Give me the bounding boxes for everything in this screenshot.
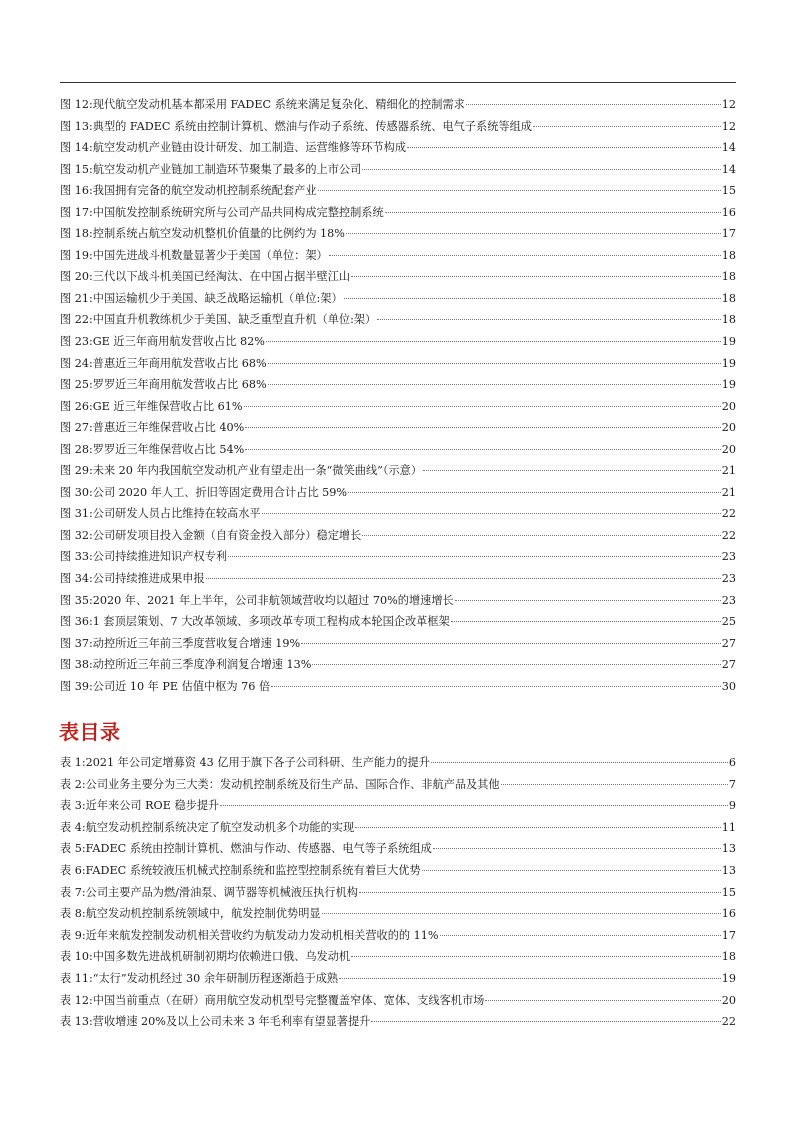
entry-label: 图 19: <box>60 248 93 262</box>
entry-title: 我国拥有完备的航空发动机控制系统配套产业 <box>92 184 317 198</box>
entry-page-number: 25 <box>721 615 736 629</box>
leader-dots <box>271 685 721 687</box>
table-entry[interactable] <box>60 990 736 1012</box>
leader-dots <box>431 761 728 763</box>
entry-page-number: 21 <box>721 485 736 499</box>
entry-page-number: 9 <box>728 799 736 813</box>
entry-label: 图 24: <box>60 356 93 370</box>
leader-dots <box>245 448 721 450</box>
entry-page-number: 19 <box>721 335 736 349</box>
entry-title: 航空发动机控制系统决定了航空发动机多个功能的实现 <box>85 820 355 834</box>
figure-entry[interactable] <box>60 116 736 138</box>
entry-label: 图 15: <box>60 162 93 176</box>
figure-entry[interactable] <box>60 525 736 547</box>
leader-dots <box>385 211 721 213</box>
entry-label: 图 14: <box>60 141 93 155</box>
figure-entry[interactable] <box>60 676 736 698</box>
entry-page-number: 17 <box>721 928 736 942</box>
entry-label: 图 18: <box>60 227 93 241</box>
entry-page-number: 6 <box>728 756 736 769</box>
entry-title: 动控所近三年前三季度净利润复合增速 13% <box>92 658 312 672</box>
leader-dots <box>407 146 721 148</box>
leader-dots <box>359 891 721 893</box>
leader-dots <box>371 1020 720 1022</box>
leader-dots <box>244 405 721 407</box>
entry-label: 表 9: <box>60 928 86 942</box>
leader-dots <box>485 999 720 1001</box>
entry-page-number: 18 <box>721 291 736 305</box>
entry-title: 公司持续推进成果申报 <box>92 572 205 586</box>
leader-dots <box>355 826 721 828</box>
figure-entry[interactable] <box>60 137 736 159</box>
entry-page-number: 11 <box>721 820 736 834</box>
entry-page-number: 20 <box>721 442 736 456</box>
figure-entry[interactable] <box>60 245 736 267</box>
entry-page-number: 18 <box>721 248 736 262</box>
entry-label: 表 12: <box>60 993 93 1007</box>
entry-page-number: 21 <box>721 464 736 478</box>
leader-dots <box>339 977 721 979</box>
entry-label: 表 8: <box>60 907 86 921</box>
entry-title: “太行”发动机经过 30 余年研制历程逐渐趋于成熟 <box>92 971 339 985</box>
figure-entry[interactable] <box>60 396 736 418</box>
entry-label: 图 32: <box>60 528 93 542</box>
leader-dots <box>501 783 728 785</box>
leader-dots <box>351 955 721 957</box>
entry-label: 图 17: <box>60 205 93 219</box>
leader-dots <box>422 869 721 871</box>
leader-dots <box>362 168 720 170</box>
entry-title: 罗罗近三年维保营收占比 54% <box>92 442 245 456</box>
entry-label: 图 25: <box>60 378 93 392</box>
entry-label: 表 13: <box>60 1015 93 1029</box>
entry-title: GE 近三年维保营收占比 61% <box>92 399 243 413</box>
entry-page-number: 16 <box>721 907 736 921</box>
entry-label: 图 33: <box>60 550 93 564</box>
entry-page-number: 16 <box>721 205 736 219</box>
entry-label: 图 23: <box>60 335 93 349</box>
entry-page-number: 27 <box>721 636 736 650</box>
entry-page-number: 18 <box>721 313 736 327</box>
figure-entry[interactable] <box>60 546 736 568</box>
leader-dots <box>262 512 721 514</box>
leader-dots <box>268 383 721 385</box>
entry-title: 近年来公司 ROE 稳步提升 <box>85 799 220 813</box>
entry-label: 图 31: <box>60 507 93 521</box>
entry-page-number: 19 <box>721 971 736 985</box>
leader-dots <box>362 534 720 536</box>
figure-entry[interactable] <box>60 374 736 396</box>
leader-dots <box>351 275 721 277</box>
entry-page-number: 20 <box>721 399 736 413</box>
entry-page-number: 20 <box>721 993 736 1007</box>
entry-page-number: 14 <box>721 162 736 176</box>
entry-label: 表 4: <box>60 820 86 834</box>
entry-title: 公司研发项目投入金额（自有资金投入部分）稳定增长 <box>92 528 362 542</box>
leader-dots <box>455 599 721 601</box>
figure-entry[interactable] <box>60 633 736 655</box>
entry-label: 图 12: <box>60 98 93 111</box>
entry-page-number: 12 <box>721 119 736 133</box>
leader-dots <box>348 491 721 493</box>
entry-page-number: 18 <box>721 950 736 964</box>
entry-label: 表 10: <box>60 950 93 964</box>
entry-page-number: 17 <box>721 227 736 241</box>
entry-title: 营收增速 20%及以上公司未来 3 年毛利率有望显著提升 <box>92 1015 371 1029</box>
entry-title: 罗罗近三年商用航发营收占比 68% <box>92 378 267 392</box>
entry-label: 图 35: <box>60 593 93 607</box>
entry-title: 控制系统占航空发动机整机价值量的比例约为 18% <box>92 227 345 241</box>
figure-entry[interactable] <box>60 309 736 331</box>
figure-entry[interactable] <box>60 223 736 245</box>
table-entry[interactable] <box>60 838 736 860</box>
figure-entry[interactable] <box>60 439 736 461</box>
entry-label: 图 29: <box>60 464 93 478</box>
figure-entry[interactable] <box>60 266 736 288</box>
entry-label: 表 1: <box>60 756 86 769</box>
leader-dots <box>312 663 720 665</box>
entry-page-number: 18 <box>721 270 736 284</box>
entry-title: 中国当前重点（在研）商用航空发动机型号完整覆盖窄体、宽体、支线客机市场 <box>92 993 485 1007</box>
entry-label: 图 16: <box>60 184 93 198</box>
entry-title: 中国直升机教练机少于美国、缺乏重型直升机（单位:架） <box>92 313 377 327</box>
entry-title: 现代航空发动机基本都采用 FADEC 系统来满足复杂化、精细化的控制需求 <box>92 98 465 111</box>
entry-label: 图 28: <box>60 442 93 456</box>
entry-label: 表 7: <box>60 885 86 899</box>
leader-dots <box>423 469 721 471</box>
leader-dots <box>344 297 721 299</box>
entry-label: 表 11: <box>60 971 93 985</box>
table-entry[interactable] <box>60 882 736 904</box>
entry-title: 中国先进战斗机数量显著少于美国（单位：架） <box>92 248 328 262</box>
leader-dots <box>533 125 721 127</box>
entry-page-number: 13 <box>721 863 736 877</box>
leader-dots <box>301 642 721 644</box>
entry-title: 中国多数先进战机研制初期均依赖进口俄、乌发动机 <box>92 950 351 964</box>
entry-page-number: 30 <box>721 679 736 693</box>
leader-dots <box>268 362 721 364</box>
table-list <box>60 752 736 1033</box>
table-entry[interactable] <box>60 817 736 839</box>
figure-entry[interactable] <box>60 417 736 439</box>
entry-label: 图 30: <box>60 485 93 499</box>
entry-label: 表 2: <box>60 777 86 791</box>
entry-title: 公司近 10 年 PE 估值中枢为 76 倍 <box>92 679 271 693</box>
entry-title: 三代以下战斗机美国已经淘汰、在中国占据半壁江山 <box>92 270 351 284</box>
table-entry[interactable] <box>60 795 736 817</box>
entry-page-number: 23 <box>721 572 736 586</box>
entry-title: 公司研发人员占比维持在较高水平 <box>92 507 261 521</box>
leader-dots <box>220 804 728 806</box>
figure-entry[interactable] <box>60 180 736 202</box>
leader-dots <box>266 340 721 342</box>
entry-title: 航空发动机控制系统领域中，航发控制优势明显 <box>85 907 321 921</box>
entry-title: 2021 年公司定增募资 43 亿用于旗下各子公司科研、生产能力的提升 <box>85 756 430 769</box>
entry-label: 图 21: <box>60 291 93 305</box>
entry-label: 表 6: <box>60 863 86 877</box>
figure-entry[interactable] <box>60 590 736 612</box>
figure-entry[interactable] <box>60 503 736 525</box>
leader-dots <box>346 232 721 234</box>
entry-title: GE 近三年商用航发营收占比 82% <box>92 335 265 349</box>
entry-title: 普惠近三年商用航发营收占比 68% <box>92 356 267 370</box>
entry-page-number: 13 <box>721 842 736 856</box>
figure-entry[interactable] <box>60 288 736 310</box>
table-entry[interactable] <box>60 774 736 796</box>
figure-entry[interactable] <box>60 331 736 353</box>
entry-title: 公司持续推进知识产权专利 <box>92 550 228 564</box>
entry-title: 动控所近三年前三季度营收复合增速 19% <box>92 636 301 650</box>
entry-page-number: 12 <box>721 98 736 111</box>
entry-page-number: 7 <box>728 777 736 791</box>
figure-entry[interactable] <box>60 94 736 116</box>
entry-page-number: 15 <box>721 184 736 198</box>
entry-title: 公司 2020 年人工、折旧等固定费用合计占比 59% <box>92 485 347 499</box>
leader-dots <box>377 318 721 320</box>
leader-dots <box>318 189 721 191</box>
entry-label: 图 39: <box>60 679 93 693</box>
figure-entry[interactable] <box>60 482 736 504</box>
entry-title: 普惠近三年维保营收占比 40% <box>92 421 245 435</box>
entry-title: 航空发动机产业链加工制造环节聚集了最多的上市公司 <box>92 162 362 176</box>
entry-label: 图 37: <box>60 636 93 650</box>
tables-heading: 表目录 <box>59 720 121 744</box>
entry-title: 未来 20 年内我国航空发动机产业有望走出一条“微笑曲线”（示意） <box>92 464 423 478</box>
table-entry[interactable] <box>60 925 736 947</box>
figure-entry[interactable] <box>60 611 736 633</box>
figure-entry[interactable] <box>60 159 736 181</box>
figure-entry[interactable] <box>60 202 736 224</box>
entry-label: 图 36: <box>60 615 93 629</box>
entry-page-number: 22 <box>721 507 736 521</box>
entry-label: 表 5: <box>60 842 86 856</box>
entry-page-number: 19 <box>721 356 736 370</box>
table-entry[interactable] <box>60 1011 736 1033</box>
entry-label: 图 20: <box>60 270 93 284</box>
leader-dots <box>440 934 721 936</box>
entry-title: 2020 年、2021 年上半年，公司非航领域营收均以超过 70%的增速增长 <box>92 593 454 607</box>
table-entry[interactable] <box>60 946 736 968</box>
entry-page-number: 22 <box>721 528 736 542</box>
leader-dots <box>206 577 721 579</box>
entry-label: 图 38: <box>60 658 93 672</box>
figure-entry[interactable] <box>60 568 736 590</box>
figure-entry[interactable] <box>60 460 736 482</box>
table-entry[interactable] <box>60 968 736 990</box>
leader-dots <box>466 103 721 105</box>
entry-title: 近年来航发控制发动机相关营收约为航发动力发动机相关营收的的 11% <box>85 928 439 942</box>
entry-title: FADEC 系统由控制计算机、燃油与作动、传感器、电气等子系统组成 <box>85 842 432 856</box>
leader-dots <box>245 426 721 428</box>
entry-page-number: 14 <box>721 141 736 155</box>
entry-page-number: 19 <box>721 378 736 392</box>
leader-dots <box>228 555 721 557</box>
entry-page-number: 23 <box>721 550 736 564</box>
entry-title: 1 套顶层策划、7 大改革领域、多项改革专项工程构成本轮国企改革框架 <box>92 615 450 629</box>
figure-entry[interactable] <box>60 654 736 676</box>
entry-title: 中国航发控制系统研究所与公司产品共同构成完整控制系统 <box>92 205 384 219</box>
leader-dots <box>322 912 721 914</box>
header-rule <box>60 82 736 83</box>
entry-title: FADEC 系统较液压机械式控制系统和监控型控制系统有着巨大优势 <box>85 863 421 877</box>
entry-page-number: 27 <box>721 658 736 672</box>
entry-title: 典型的 FADEC 系统由控制计算机、燃油与作动子系统、传感器系统、电气子系统等组成 <box>92 119 532 133</box>
figure-list <box>60 94 736 697</box>
entry-label: 图 22: <box>60 313 93 327</box>
entry-title: 公司业务主要分为三大类：发动机控制系统及衍生产品、国际合作、非航产品及其他 <box>85 777 500 791</box>
entry-label: 表 3: <box>60 799 86 813</box>
entry-title: 公司主要产品为燃/滑油泵、调节器等机械液压执行机构 <box>85 885 358 899</box>
figure-entry[interactable] <box>60 353 736 375</box>
entry-page-number: 20 <box>721 421 736 435</box>
entry-label: 图 27: <box>60 421 93 435</box>
leader-dots <box>329 254 721 256</box>
leader-dots <box>451 620 721 622</box>
entry-page-number: 22 <box>721 1015 736 1029</box>
entry-page-number: 23 <box>721 593 736 607</box>
table-entry[interactable] <box>60 903 736 925</box>
entry-title: 中国运输机少于美国、缺乏战略运输机（单位:架） <box>92 291 343 305</box>
table-entry[interactable] <box>60 860 736 882</box>
table-entry[interactable] <box>60 752 736 774</box>
entry-label: 图 13: <box>60 119 93 133</box>
entry-label: 图 34: <box>60 572 93 586</box>
entry-label: 图 26: <box>60 399 93 413</box>
leader-dots <box>433 847 721 849</box>
entry-title: 航空发动机产业链由设计研发、加工制造、运营维修等环节构成 <box>92 141 407 155</box>
entry-page-number: 15 <box>721 885 736 899</box>
